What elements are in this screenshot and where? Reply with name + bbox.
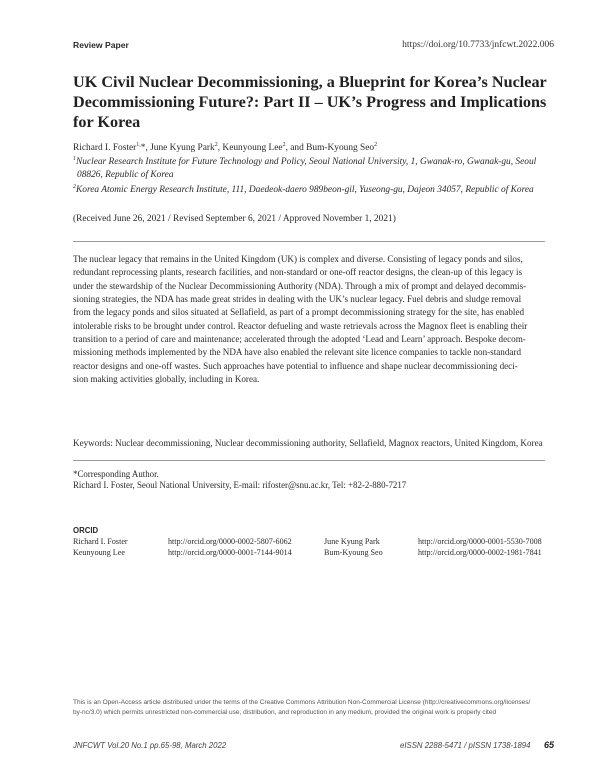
abstract-line: The nuclear legacy that remains in the United Kingdom (UK) is complex and diverse. Consisting of legacy ponds and silos, [73,254,523,264]
corresponding-star: * [140,143,146,153]
author-name: , June Kyung Park [145,143,215,153]
author-name: , Keunyoung Lee [217,143,283,153]
orcid-link[interactable]: http://orcid.org/0000-0002-1981-7841 [418,548,542,557]
orcid-author: June Kyung Park [324,537,380,546]
affiliation-2 [73,184,553,197]
affiliation-marker: 2 [374,141,378,148]
author-name: Richard I. Foster [73,143,137,153]
orcid-author: Richard I. Foster [73,537,128,546]
orcid-row [73,548,543,560]
affiliation-marker: 1, [136,141,141,148]
affiliation-number: 1 [73,155,76,162]
article-type-label: Review Paper [73,40,129,50]
doi-link[interactable]: https://doi.org/10.7733/jnfcwt.2022.006 [402,40,554,50]
orcid-link[interactable]: http://orcid.org/0000-0002-5807-6062 [168,537,292,546]
page-number: 65 [543,740,554,750]
abstract-line: transition to a period of care and maintenance; accelerated through the adopted ‘Lead and Learn’ approach. Bespoke decom- [73,334,526,345]
divider-top [73,241,545,242]
abstract-line: missioning methods implemented by the NDA have also enabled the relevant site licence companies to tackle non-standard [73,347,521,358]
orcid-author: Keunyoung Lee [73,548,125,557]
license-notice [73,698,543,718]
abstract-line: redundant reprocessing plants, research facilities, and non-standard or one-off reactor designs, the clean-up of this legacy is [73,267,523,278]
author-list [73,142,553,155]
abstract-line: under the stewardship of the Nuclear Decommissioning Authority (NDA). Through a mix of prompt and delayed decommis- [73,280,527,291]
abstract-line: sion making activities globally, including in Korea. [73,374,260,385]
author-name: , and Bum-Kyoung Seo [285,143,375,153]
affiliation-marker: 2 [214,141,218,148]
divider-bottom [73,460,545,461]
abstract-line: reactor designs and one-off wastes. Such approaches have potential to influence and shape nuclear decommissioning deci- [73,360,518,371]
abstract-line: intolerable risks to be brought under control. Reactor defueling and waste retrievals across the Magnox fleet is enabling their [73,320,528,331]
affiliation-text: Korea Atomic Energy Research Institute, 111, Daedeok-daero 989beon-gil, Yuseong-gu, Dajeon 34057, Republic of Korea [76,185,534,195]
corresponding-detail: Richard I. Foster, Seoul National University, E-mail: rifoster@snu.ac.kr, Tel: +82-2-880-7217 [73,480,407,490]
orcid-heading: ORCID [73,526,99,535]
abstract [73,253,545,386]
orcid-author: Bum-Kyoung Seo [324,548,383,557]
license-line: by-nc/3.0) which permits unrestricted non-commercial use, distribution, and reproduction in any medium, provided the original work is properly cited [73,709,497,716]
orcid-link[interactable]: http://orcid.org/0000-0001-7144-9014 [168,548,292,557]
issn-info: eISSN 2288-5471 / pISSN 1738-1894 [400,741,531,750]
affiliation-1 [73,156,553,182]
corresponding-label: *Corresponding Author. [73,469,159,479]
abstract-line: from the legacy ponds and silos situated at Sellafield, as part of a prompt decommissioning strategy for the site, has enabled [73,307,525,318]
received-dates: (Received June 26, 2021 / Revised September 6, 2021 / Approved November 1, 2021) [73,214,396,224]
keywords: Keywords: Nuclear decommissioning, Nuclear decommissioning authority, Sellafield, Magnox reactors, United Kingdom, Korea [73,438,543,448]
affiliation-number: 2 [73,183,76,190]
affiliation-text: Nuclear Research Institute for Future Technology and Policy, Seoul National University, 1, Gwanak-ro, Gwanak-gu, Seoul [76,157,537,167]
abstract-line: sioning strategies, the NDA has made great strides in dealing with the UK’s nuclear legacy. Fuel debris and sludge removal [73,294,522,305]
journal-citation: JNFCWT Vol.20 No.1 pp.65-98, March 2022 [73,741,227,750]
affiliation-marker: 2 [282,141,286,148]
orcid-link[interactable]: http://orcid.org/0000-0001-5530-7008 [418,537,542,546]
corresponding-author [73,469,406,491]
license-line: This is an Open-Access article distributed under the terms of the Creative Commons Attribution Non-Commercial License (http://creativecommons.org/licenses/ [73,699,531,706]
affiliation-text-cont: 08826, Republic of Korea [77,170,174,180]
paper-title: UK Civil Nuclear Decommissioning, a Blueprint for Korea’s Nuclear Decommissioning Future?: Part II – UK’s Progress and Implications for Korea [73,73,547,131]
